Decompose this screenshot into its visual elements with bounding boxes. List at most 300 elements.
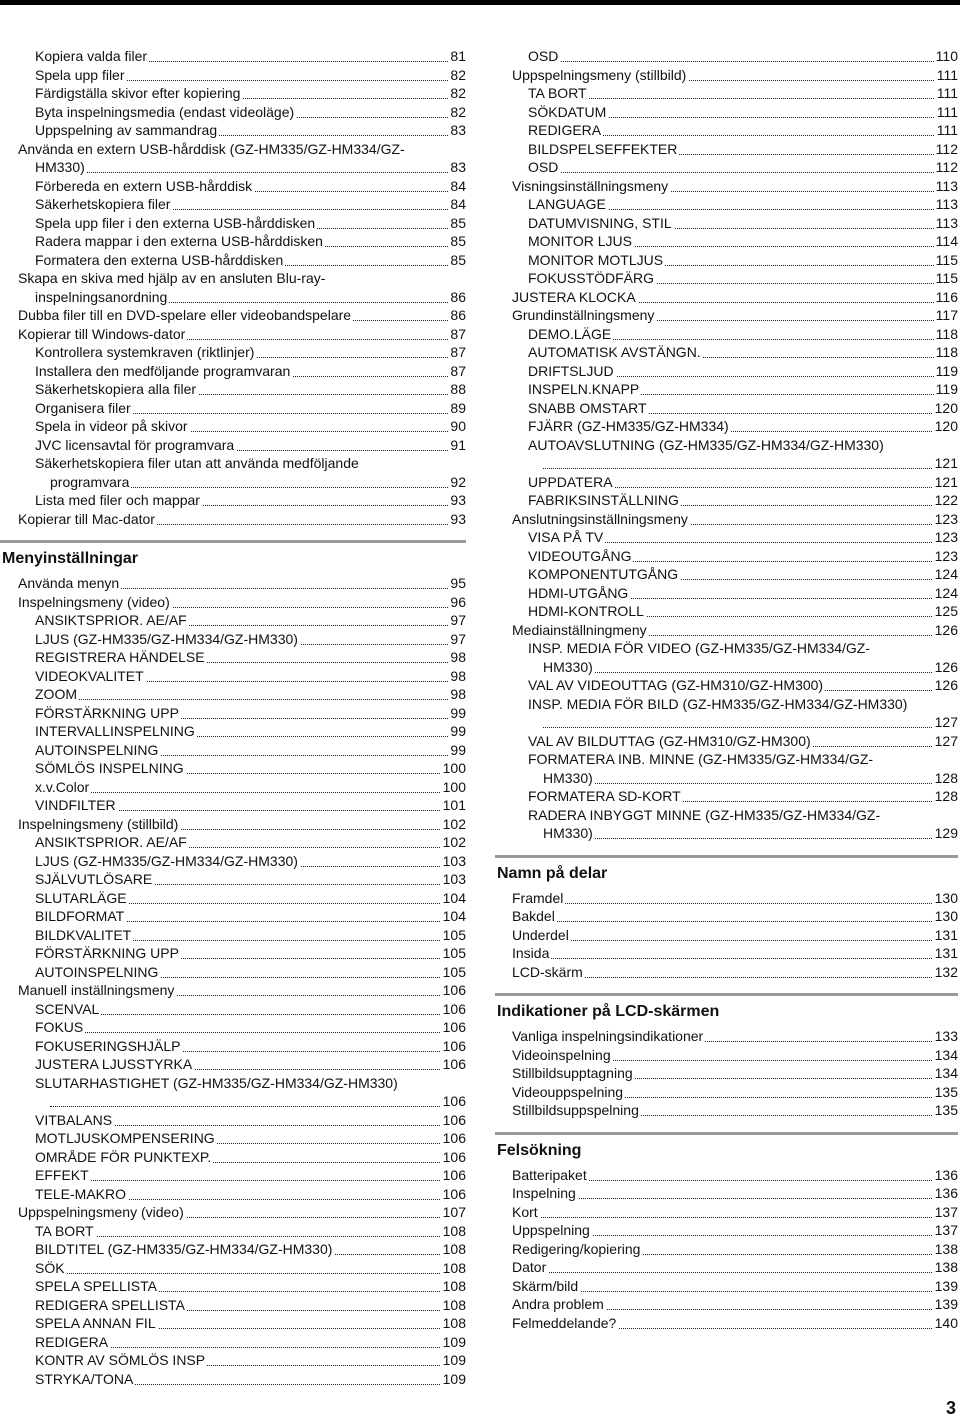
- toc-entry-title: Skärm/bild: [512, 1278, 579, 1294]
- toc-entry[interactable]: [35, 1296, 466, 1314]
- section-heading: [495, 855, 958, 888]
- toc-entry-page: 120: [934, 400, 958, 416]
- toc-entry[interactable]: [35, 1037, 466, 1055]
- toc-entry-page: 135: [934, 1102, 958, 1118]
- toc-entry-page: 116: [935, 289, 958, 305]
- toc-entry[interactable]: [18, 269, 466, 287]
- toc-entry-title: TA BORT: [35, 1223, 94, 1239]
- toc-entry-page: 126: [934, 677, 958, 693]
- toc-entry-page: 87: [450, 344, 466, 360]
- toc-entry-title: BILDFORMAT: [35, 908, 125, 924]
- toc-entry-title: OSD: [528, 159, 559, 175]
- toc-entry-page: 103: [442, 871, 466, 887]
- toc-entry-title: Byta inspelningsmedia (endast videoläge): [35, 104, 295, 120]
- toc-entry[interactable]: [512, 1083, 958, 1101]
- toc-entry[interactable]: [35, 121, 466, 139]
- toc-entry-page: 106: [442, 1186, 466, 1202]
- dot-leader: [543, 672, 958, 673]
- toc-entry[interactable]: [35, 343, 466, 361]
- toc-entry-page: 81: [450, 48, 466, 64]
- toc-entry[interactable]: [35, 1148, 466, 1166]
- dot-leader: [543, 838, 958, 839]
- toc-entry-page: 108: [442, 1278, 466, 1294]
- toc-entry[interactable]: [528, 121, 958, 139]
- toc-entry-title: Grundinställningsmeny: [512, 307, 655, 323]
- toc-entry[interactable]: [35, 852, 466, 870]
- toc-entry[interactable]: [35, 1314, 466, 1332]
- toc-entry-title: DRIFTSLJUD: [528, 363, 614, 379]
- toc-entry[interactable]: [528, 639, 958, 657]
- toc-entry-title: HDMI-KONTROLL: [528, 603, 644, 619]
- toc-entry[interactable]: [512, 1314, 958, 1332]
- toc-entry[interactable]: [512, 926, 958, 944]
- dot-leader: [35, 1273, 466, 1274]
- dot-leader: [35, 1180, 466, 1181]
- toc-entry[interactable]: [512, 288, 958, 306]
- toc-entry[interactable]: [512, 1184, 958, 1202]
- toc-entry-page: 123: [934, 529, 958, 545]
- toc-entry[interactable]: [528, 195, 958, 213]
- toc-entry-page: 138: [934, 1259, 958, 1275]
- toc-entry-title: REGISTRERA HÄNDELSE: [35, 649, 205, 665]
- toc-entry-title: SÖKDATUM: [528, 104, 607, 120]
- toc-entry-page: 119: [935, 381, 958, 397]
- toc-entry-title: FÖRSTÄRKNING UPP: [35, 705, 179, 721]
- toc-entry[interactable]: [528, 158, 958, 176]
- toc-entry-page: 127: [934, 714, 958, 730]
- toc-entry[interactable]: [528, 750, 958, 768]
- toc-entry[interactable]: [35, 889, 466, 907]
- toc-entry[interactable]: [18, 510, 466, 528]
- toc-entry-page: 89: [450, 400, 466, 416]
- toc-entry[interactable]: [50, 473, 466, 491]
- toc-entry[interactable]: [512, 1027, 958, 1045]
- toc-entry-title: Spela upp filer: [35, 67, 125, 83]
- toc-entry[interactable]: [35, 1333, 466, 1351]
- toc-entry-page: 87: [450, 363, 466, 379]
- toc-entry[interactable]: [35, 1166, 466, 1184]
- toc-entry[interactable]: [512, 621, 958, 639]
- toc-entry-title: Spela in videor på skivor: [35, 418, 188, 434]
- toc-entry-title: VAL AV VIDEOUTTAG (GZ-HM310/GZ-HM300): [528, 677, 824, 693]
- toc-entry-page: 104: [442, 908, 466, 924]
- toc-entry[interactable]: [35, 833, 466, 851]
- toc-entry[interactable]: [35, 288, 466, 306]
- toc-entry[interactable]: [528, 732, 958, 750]
- toc-entry-page: 137: [934, 1222, 958, 1238]
- toc-entry[interactable]: [35, 944, 466, 962]
- toc-entry[interactable]: [35, 907, 466, 925]
- toc-entry[interactable]: [512, 66, 958, 84]
- toc-entry-page: 88: [450, 381, 466, 397]
- toc-entry-title: FOKUS: [35, 1019, 84, 1035]
- toc-entry[interactable]: [35, 778, 466, 796]
- toc-entry-title: JUSTERA LJUSSTYRKA: [35, 1056, 193, 1072]
- toc-entry-page: 127: [934, 733, 958, 749]
- toc-entry[interactable]: [35, 667, 466, 685]
- toc-entry-page: 83: [450, 159, 466, 175]
- toc-entry[interactable]: [528, 473, 958, 491]
- toc-entry[interactable]: [528, 806, 958, 824]
- toc-entry-title: DEMO.LÄGE: [528, 326, 612, 342]
- toc-entry[interactable]: [543, 658, 958, 676]
- toc-entry[interactable]: [35, 870, 466, 888]
- toc-entry-title: Redigering/kopiering: [512, 1241, 641, 1257]
- toc-entry-title: AUTOMATISK AVSTÄNGN.: [528, 344, 701, 360]
- toc-entry-page: 130: [934, 908, 958, 924]
- toc-entry[interactable]: [35, 491, 466, 509]
- toc-entry-title: Felmeddelande?: [512, 1315, 617, 1331]
- toc-entry-title: SÖK: [35, 1260, 65, 1276]
- toc-entry[interactable]: [50, 1092, 466, 1110]
- toc-entry[interactable]: [35, 611, 466, 629]
- toc-entry-page: 106: [442, 1056, 466, 1072]
- toc-entry-page: 136: [934, 1167, 958, 1183]
- toc-entry-page: 105: [442, 964, 466, 980]
- toc-entry[interactable]: [543, 713, 958, 731]
- toc-entry-title: SÖMLÖS INSPELNING: [35, 760, 184, 776]
- toc-entry-title: UPPDATERA: [528, 474, 613, 490]
- dot-leader: [50, 1106, 466, 1107]
- toc-entry[interactable]: [528, 602, 958, 620]
- toc-entry[interactable]: [35, 741, 466, 759]
- toc-entry[interactable]: [512, 510, 958, 528]
- toc-entry[interactable]: [18, 140, 466, 158]
- toc-entry-title: FORMATERA INB. MINNE (GZ-HM335/GZ-HM334/GZ-: [528, 751, 874, 767]
- toc-entry[interactable]: [528, 787, 958, 805]
- toc-entry[interactable]: [512, 1258, 958, 1276]
- toc-entry[interactable]: [528, 380, 958, 398]
- toc-entry-page: 130: [934, 890, 958, 906]
- toc-entry-page: 111: [936, 67, 958, 83]
- toc-entry-title: DATUMVISNING, STIL: [528, 215, 672, 231]
- toc-entry-page: 83: [450, 122, 466, 138]
- toc-entry-title: Färdigställa skivor efter kopiering: [35, 85, 241, 101]
- toc-entry[interactable]: [543, 824, 958, 842]
- toc-entry-title: Kopierar till Mac-dator: [18, 511, 155, 527]
- toc-entry-page: 124: [934, 566, 958, 582]
- toc-entry[interactable]: [35, 251, 466, 269]
- toc-entry[interactable]: [528, 214, 958, 232]
- dot-leader: [543, 727, 958, 728]
- toc-entry[interactable]: [35, 1185, 466, 1203]
- toc-entry-title: HM330): [543, 659, 593, 675]
- toc-entry-page: 105: [442, 927, 466, 943]
- toc-entry-page: 124: [934, 585, 958, 601]
- toc-entry-title: FABRIKSINSTÄLLNING: [528, 492, 679, 508]
- toc-entry-title: inspelningsanordning: [35, 289, 168, 305]
- toc-entry-title: Dator: [512, 1259, 547, 1275]
- toc-entry-page: 85: [450, 215, 466, 231]
- toc-entry[interactable]: [528, 676, 958, 694]
- toc-entry-page: 132: [934, 964, 958, 980]
- toc-entry[interactable]: [528, 103, 958, 121]
- toc-entry-title: Mediainställningmeny: [512, 622, 647, 638]
- toc-entry[interactable]: [35, 648, 466, 666]
- toc-entry[interactable]: [35, 1277, 466, 1295]
- toc-entry[interactable]: [528, 417, 958, 435]
- toc-entry-page: 111: [936, 85, 958, 101]
- toc-entry-page: 97: [450, 612, 466, 628]
- toc-entry-title: SPELA ANNAN FIL: [35, 1315, 156, 1331]
- toc-entry[interactable]: [35, 177, 466, 195]
- toc-entry[interactable]: [528, 251, 958, 269]
- toc-entry[interactable]: [512, 907, 958, 925]
- toc-entry[interactable]: [35, 1222, 466, 1240]
- toc-entry[interactable]: [512, 1240, 958, 1258]
- toc-entry[interactable]: [512, 1166, 958, 1184]
- toc-entry[interactable]: [528, 399, 958, 417]
- toc-entry-page: 90: [450, 418, 466, 434]
- toc-entry-page: 111: [936, 104, 958, 120]
- toc-entry-title: STRYKA/TONA: [35, 1371, 134, 1387]
- toc-entry-title: SNABB OMSTART: [528, 400, 647, 416]
- toc-entry[interactable]: [35, 362, 466, 380]
- toc-entry-page: 131: [934, 945, 958, 961]
- toc-entry[interactable]: [35, 1018, 466, 1036]
- toc-entry[interactable]: [35, 963, 466, 981]
- toc-entry-page: 117: [935, 307, 958, 323]
- toc-entry-page: 115: [935, 252, 958, 268]
- section-heading-text: Namn på delar: [497, 864, 608, 882]
- toc-entry[interactable]: [512, 1046, 958, 1064]
- toc-entry[interactable]: [512, 1221, 958, 1239]
- toc-entry[interactable]: [528, 325, 958, 343]
- toc-entry-page: 108: [442, 1223, 466, 1239]
- toc-entry[interactable]: [528, 547, 958, 565]
- toc-entry[interactable]: [35, 84, 466, 102]
- toc-entry[interactable]: [18, 593, 466, 611]
- dot-leader: [35, 792, 466, 793]
- toc-entry[interactable]: [528, 343, 958, 361]
- dot-leader: [35, 1032, 466, 1033]
- toc-entry[interactable]: [35, 436, 466, 454]
- toc-entry[interactable]: [512, 1295, 958, 1313]
- toc-entry[interactable]: [35, 214, 466, 232]
- toc-entry[interactable]: [35, 1240, 466, 1258]
- toc-entry[interactable]: [35, 1351, 466, 1369]
- toc-entry[interactable]: [512, 963, 958, 981]
- toc-entry-page: 108: [442, 1297, 466, 1313]
- toc-entry-title: FÖRSTÄRKNING UPP: [35, 945, 179, 961]
- dot-leader: [512, 940, 958, 941]
- toc-entry[interactable]: [35, 232, 466, 250]
- toc-entry[interactable]: [528, 47, 958, 65]
- toc-entry[interactable]: [35, 417, 466, 435]
- toc-entry-page: 118: [935, 344, 958, 360]
- toc-entry-title: REDIGERA: [35, 1334, 109, 1350]
- toc-entry[interactable]: [35, 1055, 466, 1073]
- toc-entry[interactable]: [35, 796, 466, 814]
- toc-entry[interactable]: [35, 685, 466, 703]
- dot-leader: [528, 172, 958, 173]
- toc-entry-title: FJÄRR (GZ-HM335/GZ-HM334): [528, 418, 729, 434]
- toc-entry[interactable]: [18, 325, 466, 343]
- toc-entry-title: x.v.Color: [35, 779, 90, 795]
- toc-entry[interactable]: [35, 704, 466, 722]
- toc-entry[interactable]: [528, 269, 958, 287]
- toc-entry[interactable]: [35, 380, 466, 398]
- toc-entry[interactable]: [528, 84, 958, 102]
- toc-entry[interactable]: [528, 232, 958, 250]
- toc-entry[interactable]: [18, 1203, 466, 1221]
- toc-entry-page: 121: [934, 474, 958, 490]
- section-heading: [495, 1132, 958, 1165]
- toc-entry-page: 95: [450, 575, 466, 591]
- toc-entry[interactable]: [528, 436, 958, 454]
- toc-entry-page: 99: [450, 742, 466, 758]
- toc-entry[interactable]: [512, 1064, 958, 1082]
- toc-entry-title: Förbereda en extern USB-hårddisk: [35, 178, 253, 194]
- toc-entry-title: Kort: [512, 1204, 538, 1220]
- page-number: 3: [945, 1398, 956, 1418]
- toc-entry-page: 128: [934, 788, 958, 804]
- dot-leader: [512, 958, 958, 959]
- toc-entry[interactable]: [35, 1259, 466, 1277]
- dot-leader: [528, 61, 958, 62]
- toc-entry-page: 108: [442, 1315, 466, 1331]
- toc-entry-page: 106: [442, 1112, 466, 1128]
- toc-entry-page: 114: [935, 233, 958, 249]
- toc-entry-title: Organisera filer: [35, 400, 131, 416]
- toc-entry[interactable]: [35, 1111, 466, 1129]
- toc-entry[interactable]: [35, 1000, 466, 1018]
- toc-entry-page: 112: [935, 159, 958, 175]
- toc-entry-page: 120: [934, 418, 958, 434]
- toc-entry-page: 102: [442, 834, 466, 850]
- toc-entry-page: 133: [934, 1028, 958, 1044]
- toc-entry-page: 85: [450, 252, 466, 268]
- toc-entry[interactable]: [512, 889, 958, 907]
- toc-entry-page: 111: [936, 122, 958, 138]
- toc-entry[interactable]: [512, 1203, 958, 1221]
- toc-entry-page: 99: [450, 705, 466, 721]
- toc-entry-page: 97: [450, 631, 466, 647]
- toc-entry-title: Uppspelningsmeny (video): [18, 1204, 184, 1220]
- toc-entry[interactable]: [35, 399, 466, 417]
- toc-entry[interactable]: [543, 454, 958, 472]
- toc-entry[interactable]: [35, 722, 466, 740]
- toc-entry[interactable]: [18, 306, 466, 324]
- toc-entry-title: SLUTARHASTIGHET (GZ-HM335/GZ-HM334/GZ-HM330): [35, 1075, 398, 1091]
- toc-entry-title: Installera den medföljande programvaran: [35, 363, 291, 379]
- toc-entry-page: 123: [934, 511, 958, 527]
- toc-entry-page: 106: [442, 1149, 466, 1165]
- toc-entry-page: 105: [442, 945, 466, 961]
- toc-entry[interactable]: [528, 491, 958, 509]
- toc-entry-title: JVC licensavtal för programvara: [35, 437, 235, 453]
- toc-entry-page: 82: [450, 85, 466, 101]
- toc-entry-page: 126: [934, 659, 958, 675]
- toc-entry-title: VISA PÅ TV: [528, 529, 604, 545]
- toc-entry-title: INTERVALLINSPELNING: [35, 723, 195, 739]
- toc-entry-title: Batteripaket: [512, 1167, 587, 1183]
- toc-entry[interactable]: [35, 1129, 466, 1147]
- toc-entry-title: LJUS (GZ-HM335/GZ-HM334/GZ-HM330): [35, 853, 298, 869]
- section-heading: [0, 540, 466, 573]
- toc-entry[interactable]: [35, 1370, 466, 1388]
- toc-entry[interactable]: [528, 140, 958, 158]
- toc-entry-title: Framdel: [512, 890, 564, 906]
- toc-entry[interactable]: [35, 1074, 466, 1092]
- toc-entry-title: Insida: [512, 945, 550, 961]
- toc-entry[interactable]: [35, 759, 466, 777]
- toc-entry-title: HDMI-UTGÅNG: [528, 585, 629, 601]
- toc-entry-page: 84: [450, 178, 466, 194]
- toc-entry-title: Inspelningsmeny (stillbild): [18, 816, 179, 832]
- toc-entry-title: Andra problem: [512, 1296, 604, 1312]
- toc-entry[interactable]: [512, 177, 958, 195]
- toc-entry-title: FORMATERA SD-KORT: [528, 788, 681, 804]
- toc-entry[interactable]: [35, 47, 466, 65]
- toc-entry-title: ANSIKTSPRIOR. AE/AF: [35, 612, 187, 628]
- toc-entry-page: 93: [450, 492, 466, 508]
- toc-entry-title: EFFEKT: [35, 1167, 89, 1183]
- toc-entry[interactable]: [528, 695, 958, 713]
- toc-entry-title: Kontrollera systemkraven (riktlinjer): [35, 344, 255, 360]
- toc-entry-page: 101: [442, 797, 466, 813]
- toc-entry-page: 86: [450, 307, 466, 323]
- toc-entry-page: 107: [442, 1204, 466, 1220]
- dot-leader: [512, 1198, 958, 1199]
- toc-entry-title: Kopiera valda filer: [35, 48, 148, 64]
- toc-entry-title: SLUTARLÄGE: [35, 890, 127, 906]
- toc-entry-page: 106: [442, 1093, 466, 1109]
- toc-entry-page: 82: [450, 104, 466, 120]
- toc-entry[interactable]: [35, 926, 466, 944]
- toc-entry-page: 113: [935, 196, 958, 212]
- toc-entry-title: SCENVAL: [35, 1001, 100, 1017]
- toc-entry[interactable]: [18, 574, 466, 592]
- toc-entry-title: HM330): [543, 770, 593, 786]
- toc-entry-page: 110: [935, 48, 958, 64]
- toc-entry-page: 129: [934, 825, 958, 841]
- toc-entry[interactable]: [35, 454, 466, 472]
- toc-entry[interactable]: [543, 769, 958, 787]
- toc-entry-page: 109: [442, 1352, 466, 1368]
- toc-entry[interactable]: [528, 528, 958, 546]
- toc-entry[interactable]: [35, 195, 466, 213]
- toc-entry[interactable]: [35, 158, 466, 176]
- toc-entry-title: OSD: [528, 48, 559, 64]
- toc-entry-title: INSPELN.KNAPP: [528, 381, 640, 397]
- toc-entry-title: ZOOM: [35, 686, 77, 702]
- toc-entry[interactable]: [512, 1277, 958, 1295]
- toc-entry-title: SJÄLVUTLÖSARE: [35, 871, 153, 887]
- toc-entry-page: 102: [442, 816, 466, 832]
- toc-entry[interactable]: [512, 306, 958, 324]
- toc-entry[interactable]: [35, 66, 466, 84]
- toc-entry-page: 98: [450, 668, 466, 684]
- toc-entry[interactable]: [35, 630, 466, 648]
- dot-leader: [35, 1236, 466, 1237]
- toc-entry-title: VIDEOKVALITET: [35, 668, 144, 684]
- toc-entry[interactable]: [512, 1101, 958, 1119]
- dot-leader: [528, 98, 958, 99]
- toc-entry-title: AUTOINSPELNING: [35, 964, 159, 980]
- toc-entry-title: RADERA INBYGGT MINNE (GZ-HM335/GZ-HM334/GZ-: [528, 807, 881, 823]
- toc-entry[interactable]: [18, 981, 466, 999]
- toc-entry-page: 123: [934, 548, 958, 564]
- toc-entry[interactable]: [512, 944, 958, 962]
- toc-entry-title: Bakdel: [512, 908, 555, 924]
- toc-entry[interactable]: [18, 815, 466, 833]
- toc-entry[interactable]: [528, 565, 958, 583]
- toc-entry[interactable]: [35, 103, 466, 121]
- toc-entry[interactable]: [528, 362, 958, 380]
- toc-entry-page: 100: [442, 760, 466, 776]
- toc-entry[interactable]: [528, 584, 958, 602]
